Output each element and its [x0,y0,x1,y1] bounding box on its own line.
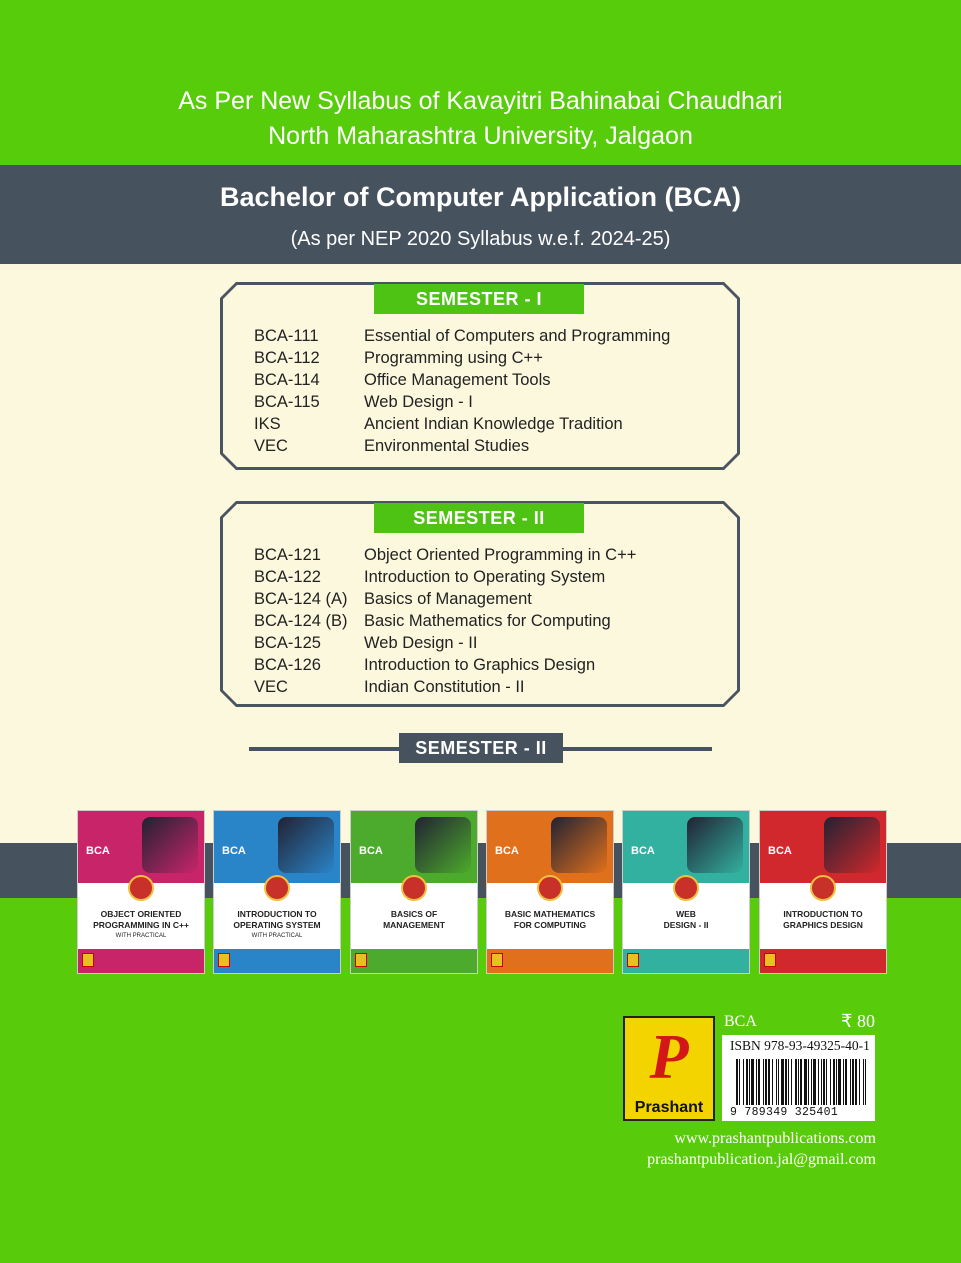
course-name: Programming using C++ [364,349,543,367]
book-title-line: DESIGN - II [663,920,709,930]
website-link[interactable]: www.prashantpublications.com [674,1130,876,1147]
course-name: Indian Constitution - II [364,678,525,696]
university-emblem-icon [537,875,563,901]
publisher-logo-glyph: P [649,1021,689,1092]
cover-image-icon [415,817,471,873]
isbn-number: ISBN 978-93-49325-40-1 [730,1038,870,1053]
course-name: Object Oriented Programming in C++ [364,546,637,564]
course-code: IKS [254,415,281,433]
course-name: Introduction to Operating System [364,568,606,586]
course-code: BCA-111 [254,327,319,345]
cover-image-icon [278,817,334,873]
book-title-line: INTRODUCTION TO [783,909,863,919]
book-badge: BCA [631,845,655,857]
course-name: Basic Mathematics for Computing [364,612,611,630]
university-emblem-icon [401,875,427,901]
isbn-area [718,1013,877,1121]
book-cover[interactable] [622,810,750,974]
course-name: Ancient Indian Knowledge Tradition [364,415,623,433]
cover-image-icon [551,817,607,873]
book-title-line: PROGRAMMING IN C++ [93,920,189,930]
book-badge: BCA [768,845,792,857]
isbn-box [722,1035,875,1121]
barcode-icon [736,1059,870,1105]
university-emblem-icon [264,875,290,901]
publisher-mini-logo-icon [491,953,503,967]
course-name: Introduction to Graphics Design [364,656,596,674]
course-code: BCA-122 [254,568,321,586]
publisher-mini-logo-icon [82,953,94,967]
publisher-name: Prashant [634,1099,704,1116]
book-cover[interactable] [350,810,478,974]
book-title [764,909,882,931]
price: ₹ 80 [841,1011,875,1031]
book-title [355,909,473,931]
book-badge: BCA [495,845,519,857]
university-line-2: North Maharashtra University, Jalgaon [268,122,693,150]
book-badge: BCA [86,845,110,857]
book-title-line: FOR COMPUTING [513,920,587,930]
publisher-mini-logo-icon [355,953,367,967]
book-title-line: OBJECT ORIENTED [100,909,182,919]
program-subtitle: (As per NEP 2020 Syllabus w.e.f. 2024-25) [290,228,671,250]
course-code: BCA-125 [254,634,321,652]
book-title [82,909,200,942]
book-cover[interactable] [759,810,887,974]
book-title-line: WEB [676,909,696,919]
book-title [627,909,745,931]
university-emblem-icon [673,875,699,901]
book-subtitle: WITH PRACTICAL [251,933,303,939]
book-cover[interactable] [486,810,614,974]
book-subtitle: WITH PRACTICAL [115,933,167,939]
publisher-mini-logo-icon [218,953,230,967]
university-emblem-icon [810,875,836,901]
book-badge: BCA [359,845,383,857]
email-link[interactable]: prashantpublication.jal@gmail.com [647,1151,876,1168]
course-code: BCA-124 (B) [254,612,348,630]
book-badge: BCA [222,845,246,857]
book-cover[interactable] [213,810,341,974]
publisher-mini-logo-icon [627,953,639,967]
prashant-logo [623,1016,715,1121]
book-title-line: BASIC MATHEMATICS [504,909,596,919]
book-title [491,909,609,931]
university-line-1: As Per New Syllabus of Kavayitri Bahinabai Chaudhari [178,87,783,115]
course-code: BCA-112 [254,349,320,367]
course-code: BCA-114 [254,371,320,389]
cover-image-icon [142,817,198,873]
book-title-line: INTRODUCTION TO [237,909,317,919]
book-title-line: GRAPHICS DESIGN [783,920,863,930]
course-name: Web Design - II [364,634,478,652]
university-emblem-icon [128,875,154,901]
course-code: VEC [254,678,288,696]
book-title [218,909,336,942]
publisher-mini-logo-icon [764,953,776,967]
course-code: BCA-124 (A) [254,590,348,608]
book-title-line: BASICS OF [390,909,438,919]
program-title: Bachelor of Computer Application (BCA) [219,182,741,212]
semester-2-label: SEMESTER - II [374,503,584,533]
course-name: Essential of Computers and Programming [364,327,671,345]
course-code: VEC [254,437,288,455]
course-name: Office Management Tools [364,371,551,389]
cover-image-icon [824,817,880,873]
series-tag: BCA [724,1013,757,1030]
course-code: BCA-126 [254,656,321,674]
barcode-number: 9 789349 325401 [730,1106,839,1119]
book-cover[interactable] [77,810,205,974]
course-name: Web Design - I [364,393,473,411]
course-name: Environmental Studies [364,437,530,455]
course-name: Basics of Management [364,590,532,608]
book-title-line: MANAGEMENT [383,920,445,930]
course-code: BCA-115 [254,393,320,411]
course-code: BCA-121 [254,546,321,564]
book-title-line: OPERATING SYSTEM [233,920,321,930]
cover-image-icon [687,817,743,873]
semester-1-label: SEMESTER - I [374,284,584,314]
books-section-label: SEMESTER - II [399,733,563,763]
